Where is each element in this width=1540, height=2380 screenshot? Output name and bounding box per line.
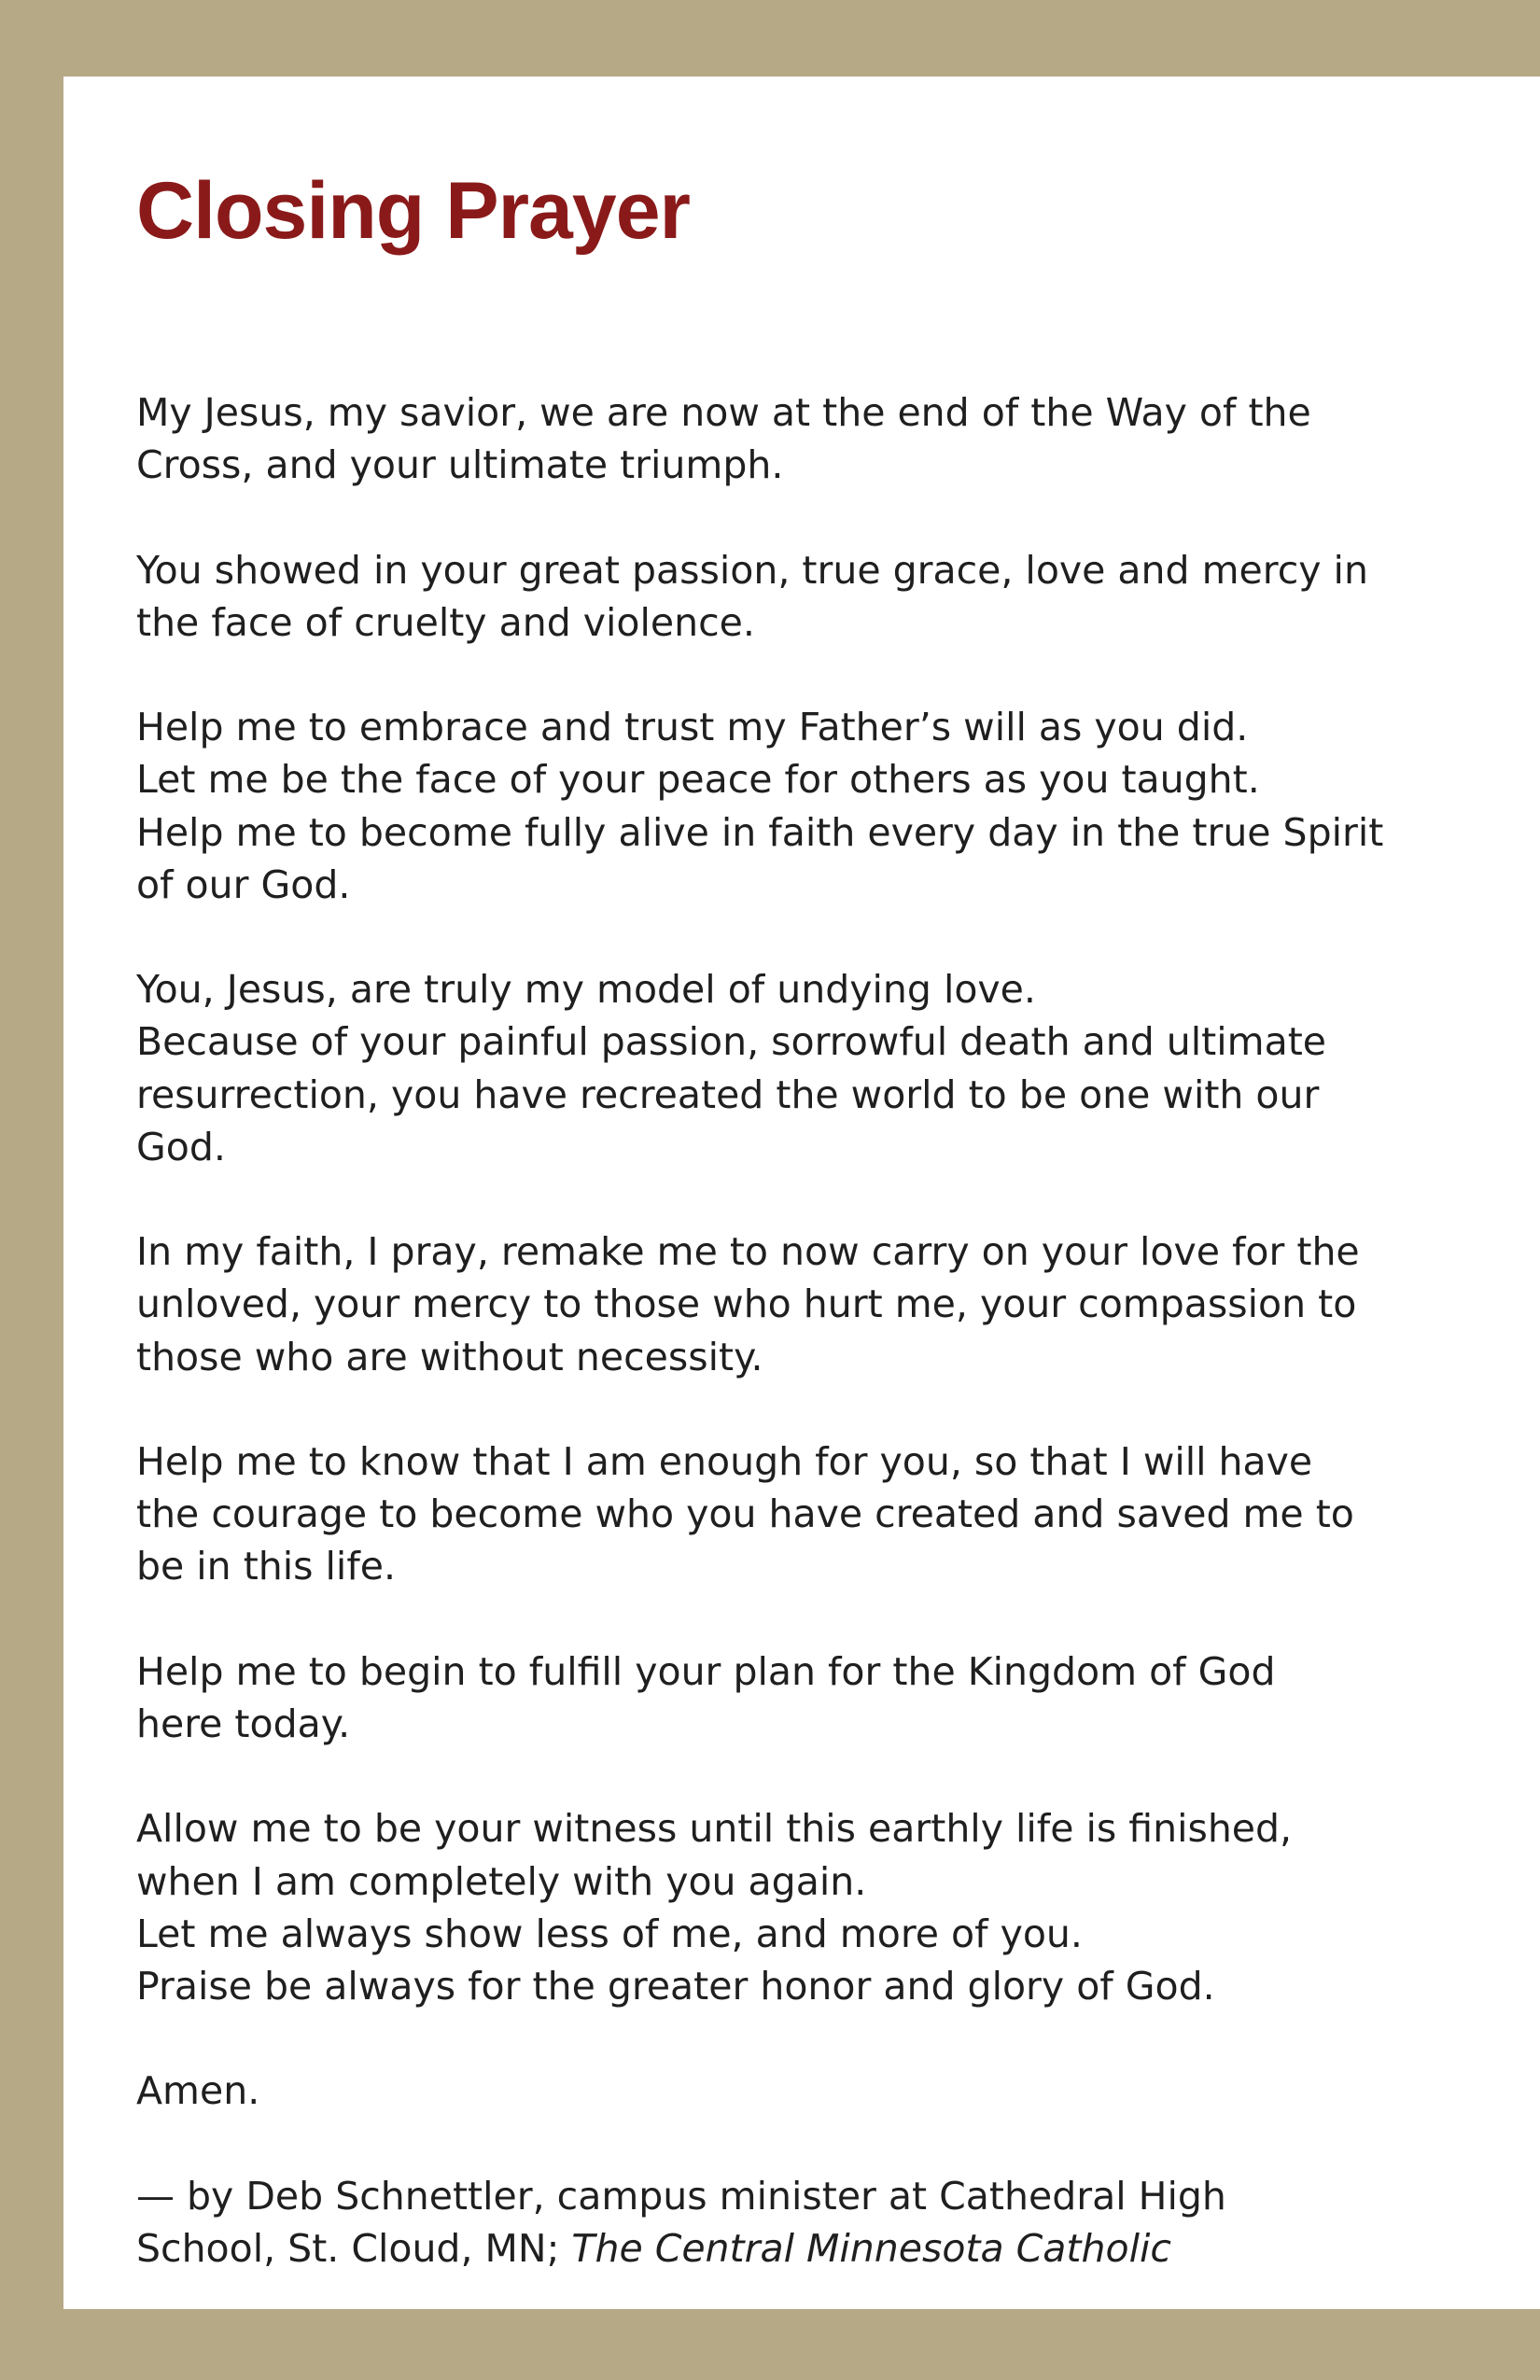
text-line: Help me to embrace and trust my Father’s will as you did. bbox=[136, 705, 1249, 750]
paragraph bbox=[136, 1802, 1480, 2012]
attribution-line bbox=[136, 2222, 1480, 2275]
text-line: Let me be the face of your peace for others as you taught. bbox=[136, 757, 1260, 803]
text-line: of our God. bbox=[136, 861, 351, 907]
paragraph bbox=[136, 544, 1480, 649]
page bbox=[63, 77, 1540, 2309]
prayer-body bbox=[136, 386, 1480, 2327]
text-line: resurrection, you have recreated the world to be one with our bbox=[136, 1071, 1320, 1117]
text-line: Let me always show less of me, and more of you. bbox=[136, 1911, 1083, 1956]
text-line: the courage to become who you have created and saved me to bbox=[136, 1491, 1354, 1537]
text-line: the face of cruelty and violence. bbox=[136, 599, 755, 645]
text-line: You showed in your great passion, true grace, love and mercy in bbox=[136, 547, 1368, 593]
text-line: be in this life. bbox=[136, 1544, 397, 1589]
text-line: Help me to become fully alive in faith every day in the true Spirit bbox=[136, 809, 1384, 855]
paragraph bbox=[136, 1225, 1480, 1383]
publication-name: The Central Minnesota Catholic bbox=[571, 2225, 1171, 2271]
text-line: God. bbox=[136, 1124, 226, 1169]
text-line: unloved, your mercy to those who hurt me, your compassion to bbox=[136, 1281, 1357, 1327]
page-title: Closing Prayer bbox=[136, 166, 690, 256]
text-line: Cross, and your ultimate triumph. bbox=[136, 442, 784, 488]
text-line: those who are without necessity. bbox=[136, 1334, 763, 1379]
text-line: here today. bbox=[136, 1701, 351, 1746]
text-line: Allow me to be your witness until this earthly life is finished, bbox=[136, 1806, 1293, 1852]
paragraph bbox=[136, 963, 1480, 1173]
attribution-line: — by Deb Schnettler, campus minister at Cathedral High bbox=[136, 2173, 1226, 2219]
paragraph bbox=[136, 701, 1480, 911]
paragraph bbox=[136, 386, 1480, 491]
paragraph-amen bbox=[136, 2065, 1480, 2117]
paragraph bbox=[136, 1435, 1480, 1593]
paragraph bbox=[136, 1645, 1480, 1750]
text-line: My Jesus, my savior, we are now at the end of the Way of the bbox=[136, 390, 1311, 435]
attribution bbox=[136, 2170, 1480, 2275]
text-line: In my faith, I pray, remake me to now carry on your love for the bbox=[136, 1229, 1360, 1275]
text-line: Help me to know that I am enough for you, so that I will have bbox=[136, 1438, 1313, 1484]
text-line: when I am completely with you again. bbox=[136, 1858, 867, 1904]
text-line: You, Jesus, are truly my model of undying love. bbox=[136, 967, 1036, 1013]
text-line: Amen. bbox=[136, 2068, 260, 2114]
attribution-location: School, St. Cloud, MN; bbox=[136, 2225, 572, 2271]
text-line: Because of your painful passion, sorrowful death and ultimate bbox=[136, 1019, 1327, 1065]
text-line: Help me to begin to fulfill your plan for the Kingdom of God bbox=[136, 1648, 1276, 1694]
text-line: Praise be always for the greater honor and glory of God. bbox=[136, 1963, 1215, 2009]
